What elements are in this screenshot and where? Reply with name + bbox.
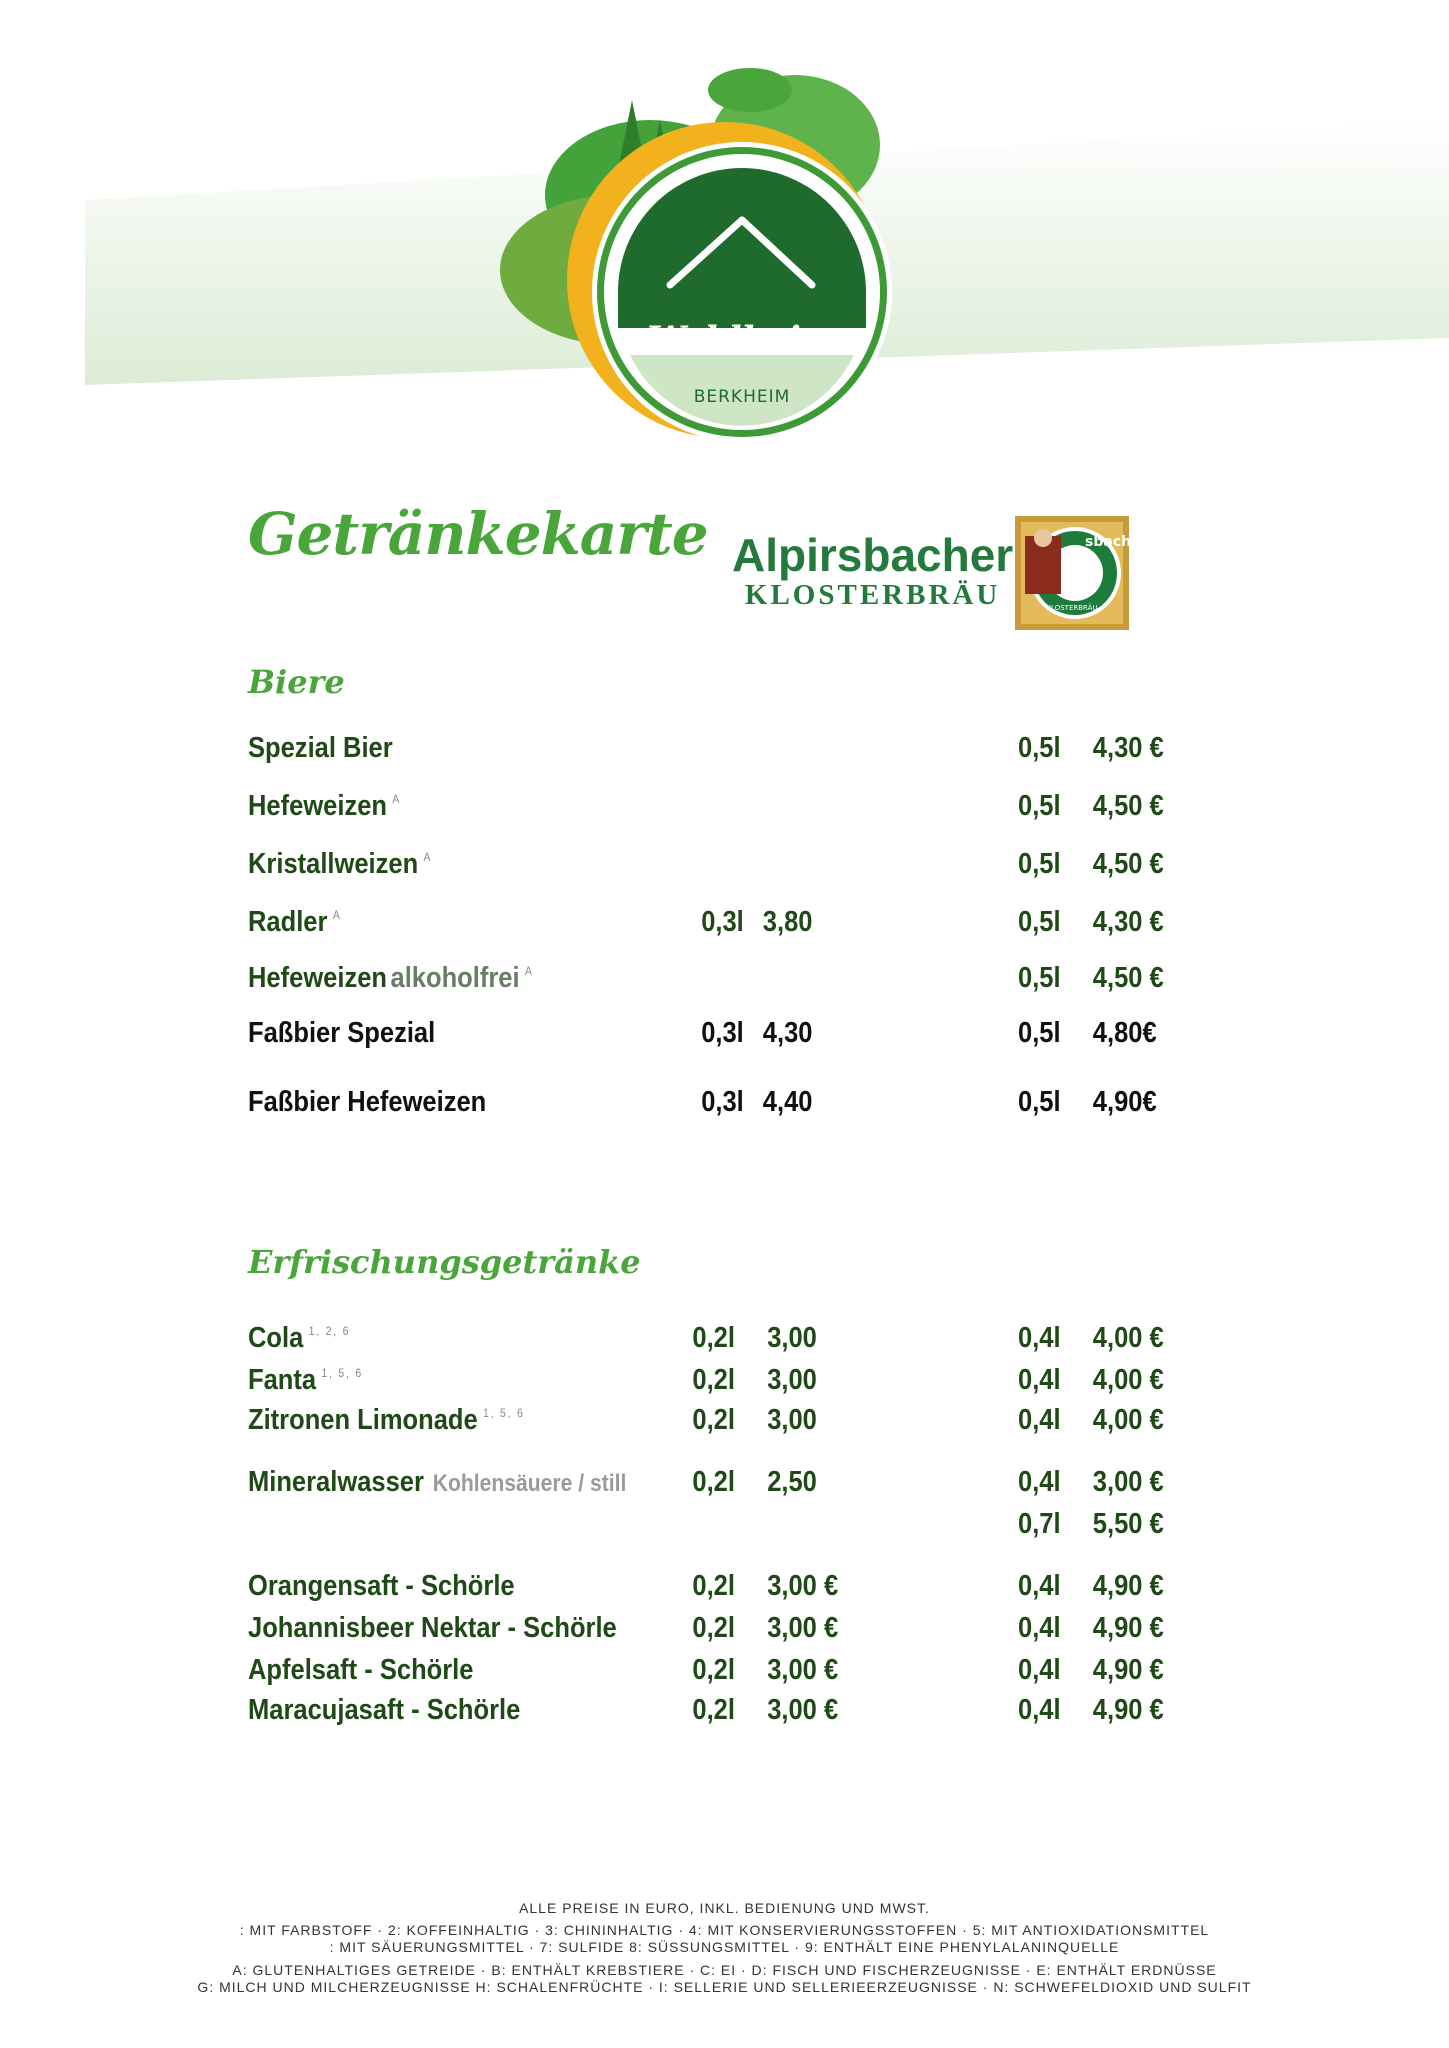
small-price: 3,00 [767, 1322, 817, 1354]
item-name: Zitronen Limonade $^{1, 5, 6}$ [248, 1404, 525, 1436]
seal-top-text: sbacher [1085, 534, 1148, 550]
large-price: 4,00 € [1092, 1404, 1164, 1436]
small-size: 0,2l [692, 1570, 735, 1602]
item-name: Radler $^A$ [248, 906, 342, 938]
menu-row [248, 1654, 1164, 1698]
large-size: 0,4l [1018, 1466, 1061, 1498]
small-size: 0,3l [701, 1086, 744, 1118]
large-size: 0,7l [1018, 1508, 1061, 1540]
allergen-marker: A [332, 908, 342, 922]
small-price: 3,00 [767, 1404, 817, 1436]
footer-allergens-2: G: MILCH UND MILCHERZEUGNISSE H: SCHALENFRÜCHTE · I: SELLERIE UND SELLERIEERZEUGNISSE · N: SCHWEFELDIOXID UND SULFIT [197, 1979, 1252, 1995]
small-price: 3,00 € [767, 1612, 839, 1644]
item-variant: alkoholfrei [390, 962, 520, 994]
small-size: 0,2l [692, 1654, 735, 1686]
large-price: 4,00 € [1092, 1322, 1164, 1354]
brand-line2: KLOSTERBRÄU [744, 579, 1001, 611]
allergen-marker: 1, 2, 6 [308, 1324, 351, 1338]
brand-line1: Alpirsbacher [732, 529, 1014, 581]
item-variant: Kohlensäuere / still [432, 1470, 627, 1497]
large-price: 4,90 € [1092, 1570, 1164, 1602]
menu-row [248, 1086, 1157, 1130]
allergen-marker: A [392, 792, 402, 806]
allergen-marker: 1, 5, 6 [482, 1406, 525, 1420]
large-price: 4,90€ [1092, 1086, 1157, 1118]
item-name: Johannisbeer Nektar - Schörle [248, 1612, 617, 1644]
large-size: 0,5l [1018, 962, 1061, 994]
item-name: Fanta $^{1, 5, 6}$ [248, 1364, 364, 1396]
small-size: 0,2l [692, 1612, 735, 1644]
large-size: 0,4l [1018, 1694, 1061, 1726]
large-size: 0,5l [1018, 906, 1061, 938]
small-size: 0,2l [692, 1404, 735, 1436]
menu-row [248, 962, 1164, 1006]
item-name: Cola $^{1, 2, 6}$ [248, 1322, 351, 1354]
item-name: Orangensaft - Schörle [248, 1570, 515, 1602]
small-price: 4,30 [762, 1017, 813, 1049]
menu-row [248, 906, 1164, 950]
menu-row [248, 1364, 1164, 1408]
small-price: 3,00 € [767, 1654, 839, 1686]
menu-row [248, 1570, 1164, 1614]
large-price: 3,00 € [1092, 1466, 1164, 1498]
allergen-marker: A [423, 850, 433, 864]
footer-additives-2: : MIT SÄUERUNGSMITTEL · 7: SULFIDE 8: SÜSSUNGSMITTEL · 9: ENTHÄLT EINE PHENYLALANINQUELLE [329, 1939, 1120, 1955]
menu-row [248, 1466, 1164, 1510]
small-size: 0,2l [692, 1466, 735, 1498]
menu-row [248, 1694, 1164, 1738]
small-price: 3,00 [767, 1364, 817, 1396]
allergen-marker: 1, 5, 6 [321, 1366, 364, 1380]
small-size: 0,2l [692, 1364, 735, 1396]
large-size: 0,5l [1018, 732, 1061, 764]
large-price: 4,50 € [1092, 790, 1164, 822]
large-price: 4,30 € [1092, 906, 1164, 938]
large-price: 4,90 € [1092, 1694, 1164, 1726]
small-size: 0,3l [701, 906, 744, 938]
large-size: 0,4l [1018, 1404, 1061, 1436]
allergen-marker: A [524, 964, 534, 978]
large-size: 0,4l [1018, 1654, 1061, 1686]
large-price: 4,90 € [1092, 1612, 1164, 1644]
large-size: 0,4l [1018, 1322, 1061, 1354]
page-title: Getränkekarte [248, 500, 708, 568]
item-name: Mineralwasser Kohlensäuere / still [248, 1466, 627, 1498]
item-name: Hefeweizen alkoholfrei $^A$ [248, 962, 534, 994]
menu-row [248, 1017, 1157, 1061]
brand-seal [1015, 516, 1148, 630]
large-size: 0,4l [1018, 1612, 1061, 1644]
item-name: Spezial Bier [248, 732, 393, 764]
large-price: 4,50 € [1092, 848, 1164, 880]
waldheim-logo [520, 60, 900, 460]
menu-row [248, 1404, 1164, 1448]
menu-row [248, 790, 1164, 834]
brand-logo [732, 530, 1013, 610]
logo-place: BERKHEIM [693, 387, 791, 407]
large-price: 5,50 € [1092, 1508, 1164, 1540]
large-size: 0,5l [1018, 848, 1061, 880]
large-size: 0,5l [1018, 1086, 1061, 1118]
large-size: 0,5l [1018, 790, 1061, 822]
large-price: 4,90 € [1092, 1654, 1164, 1686]
small-price: 2,50 [767, 1466, 817, 1498]
menu-row [248, 848, 1164, 892]
menu-row [248, 1322, 1164, 1366]
small-size: 0,2l [692, 1694, 735, 1726]
small-price: 3,00 € [767, 1694, 839, 1726]
seal-bottom-text: KLOSTERBRÄU [1046, 604, 1098, 612]
small-size: 0,2l [692, 1322, 735, 1354]
small-price: 4,40 [762, 1086, 813, 1118]
item-name: Apfelsaft - Schörle [248, 1654, 474, 1686]
item-name: Kristallweizen $^A$ [248, 848, 433, 880]
item-name: Faßbier Spezial [248, 1017, 436, 1049]
menu-row [248, 732, 1164, 776]
large-price: 4,30 € [1092, 732, 1164, 764]
footer-allergens-1: A: GLUTENHALTIGES GETREIDE · B: ENTHÄLT KREBSTIERE · C: EI · D: FISCH UND FISCHERZEUGNISSE · E: ENTHÄLT ERDNÜSSE [232, 1962, 1217, 1978]
item-name: Hefeweizen $^A$ [248, 790, 402, 822]
large-price: 4,00 € [1092, 1364, 1164, 1396]
large-size: 0,4l [1018, 1570, 1061, 1602]
small-price: 3,00 € [767, 1570, 839, 1602]
large-price: 4,80€ [1092, 1017, 1157, 1049]
small-price: 3,80 [762, 906, 813, 938]
logo-name: Waldheim [647, 319, 837, 359]
item-name: Faßbier Hefeweizen [248, 1086, 487, 1118]
item-name: Maracujasaft - Schörle [248, 1694, 521, 1726]
section-heading-soft: Erfrischungsgetränke [248, 1243, 641, 1281]
menu-row [248, 1508, 1164, 1552]
footer-additives-1: : MIT FARBSTOFF · 2: KOFFEINHALTIG · 3: CHININHALTIG · 4: MIT KONSERVIERUNGSSTOFFEN · 5: MIT ANTIOXIDATIONSMITTEL [239, 1922, 1210, 1938]
menu-row [248, 1612, 1164, 1656]
large-size: 0,4l [1018, 1364, 1061, 1396]
large-price: 4,50 € [1092, 962, 1164, 994]
small-size: 0,3l [701, 1017, 744, 1049]
footer-note: ALLE PREISE IN EURO, INKL. BEDIENUNG UND MWST. [519, 1900, 930, 1916]
large-size: 0,5l [1018, 1017, 1061, 1049]
section-heading-beer: Biere [248, 663, 345, 701]
